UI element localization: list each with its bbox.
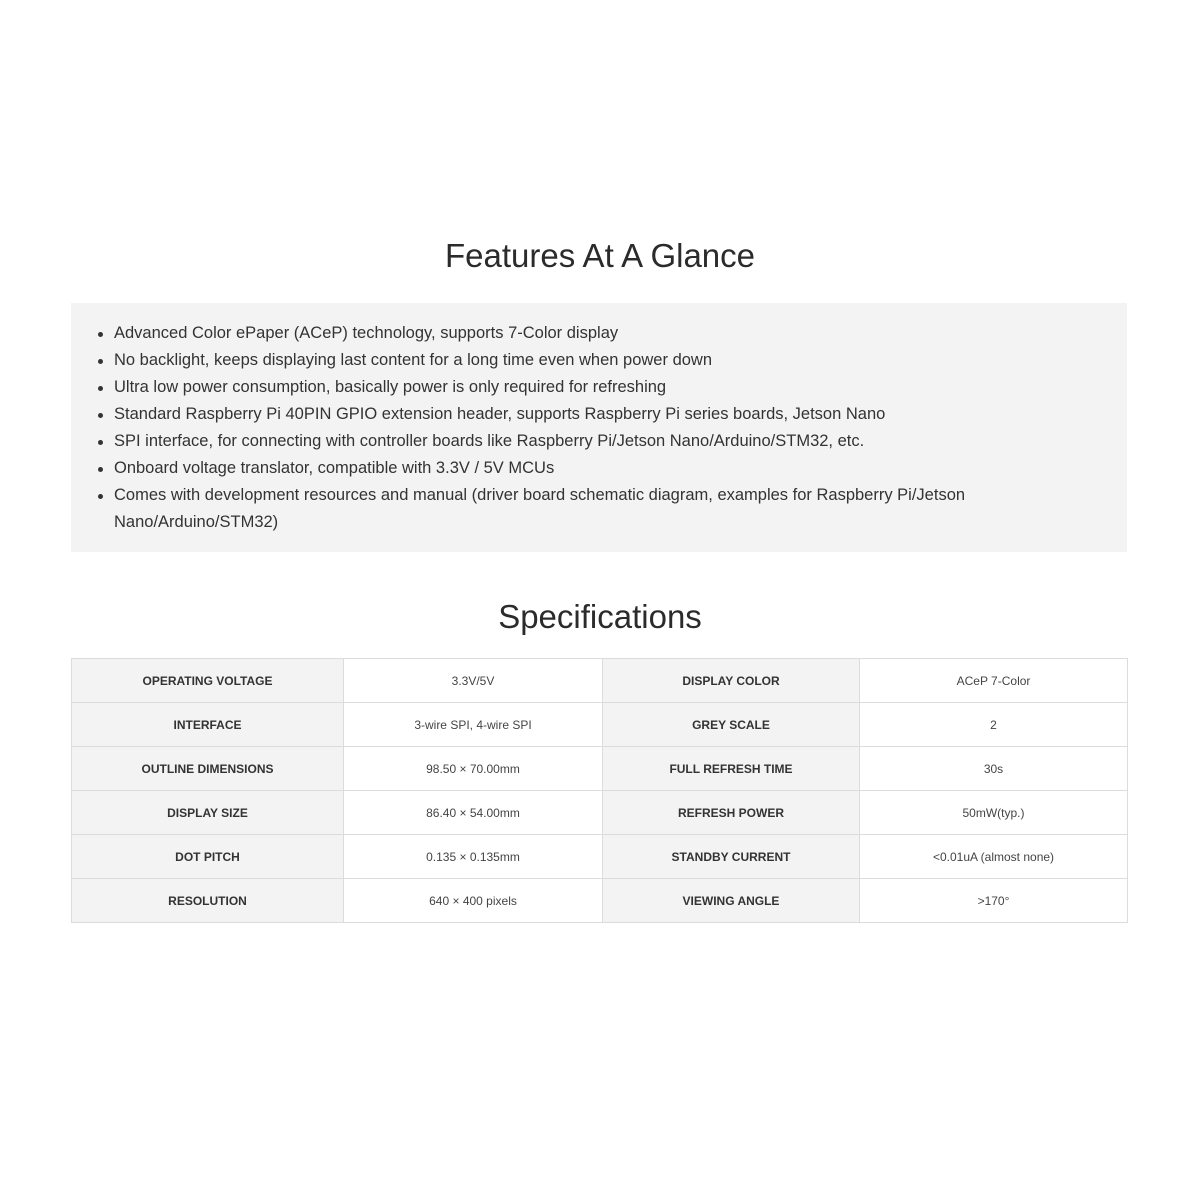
spec-label: DISPLAY SIZE	[72, 791, 344, 835]
spec-label: GREY SCALE	[603, 703, 860, 747]
table-row	[72, 659, 1128, 703]
spec-value: 3.3V/5V	[344, 659, 603, 703]
features-box	[71, 303, 1127, 552]
spec-label: DOT PITCH	[72, 835, 344, 879]
spec-label: OPERATING VOLTAGE	[72, 659, 344, 703]
table-row	[72, 835, 1128, 879]
bullet-icon	[98, 413, 103, 418]
spec-value: 2	[860, 703, 1128, 747]
feature-text: Onboard voltage translator, compatible with 3.3V / 5V MCUs	[114, 459, 555, 477]
bullet-icon	[98, 359, 103, 364]
features-title: Features At A Glance	[444, 237, 756, 274]
bullet-icon	[98, 386, 103, 391]
spec-value: 0.135 × 0.135mm	[344, 835, 603, 879]
bullet-icon	[98, 467, 103, 472]
feature-item	[71, 374, 1127, 401]
feature-item	[71, 320, 1127, 347]
spec-value: >170°	[860, 879, 1128, 923]
feature-text: Ultra low power consumption, basically power is only required for refreshing	[114, 378, 667, 396]
feature-item	[71, 482, 1127, 536]
specifications-title: Specifications	[498, 598, 702, 635]
table-row	[72, 879, 1128, 923]
spec-value: 50mW(typ.)	[860, 791, 1128, 835]
spec-label: REFRESH POWER	[603, 791, 860, 835]
spec-value: 98.50 × 70.00mm	[344, 747, 603, 791]
spec-label: FULL REFRESH TIME	[603, 747, 860, 791]
spec-label: OUTLINE DIMENSIONS	[72, 747, 344, 791]
spec-value: 3-wire SPI, 4-wire SPI	[344, 703, 603, 747]
spec-label: VIEWING ANGLE	[603, 879, 860, 923]
feature-item	[71, 428, 1127, 455]
feature-text: Comes with development resources and manual (driver board schematic diagram, examples for Raspberry Pi/Jetson Nano/Arduino/STM32)	[114, 486, 966, 531]
spec-label: STANDBY CURRENT	[603, 835, 860, 879]
feature-item	[71, 347, 1127, 374]
specifications-table	[71, 658, 1128, 923]
feature-text: SPI interface, for connecting with controller boards like Raspberry Pi/Jetson Nano/Arduino/STM32, etc.	[114, 432, 865, 450]
table-row	[72, 703, 1128, 747]
spec-value: <0.01uA (almost none)	[860, 835, 1128, 879]
spec-label: INTERFACE	[72, 703, 344, 747]
feature-text: Standard Raspberry Pi 40PIN GPIO extension header, supports Raspberry Pi series boards, Jetson Nano	[114, 405, 886, 423]
spec-value: 30s	[860, 747, 1128, 791]
bullet-icon	[98, 332, 103, 337]
table-row	[72, 747, 1128, 791]
features-list	[71, 320, 1127, 536]
bullet-icon	[98, 494, 103, 499]
spec-value: 640 × 400 pixels	[344, 879, 603, 923]
feature-item	[71, 401, 1127, 428]
feature-text: Advanced Color ePaper (ACeP) technology, supports 7-Color display	[114, 324, 619, 342]
spec-value: ACeP 7-Color	[860, 659, 1128, 703]
spec-label: RESOLUTION	[72, 879, 344, 923]
bullet-icon	[98, 440, 103, 445]
spec-value: 86.40 × 54.00mm	[344, 791, 603, 835]
feature-item	[71, 455, 1127, 482]
table-row	[72, 791, 1128, 835]
feature-text: No backlight, keeps displaying last content for a long time even when power down	[114, 351, 713, 369]
spec-label: DISPLAY COLOR	[603, 659, 860, 703]
